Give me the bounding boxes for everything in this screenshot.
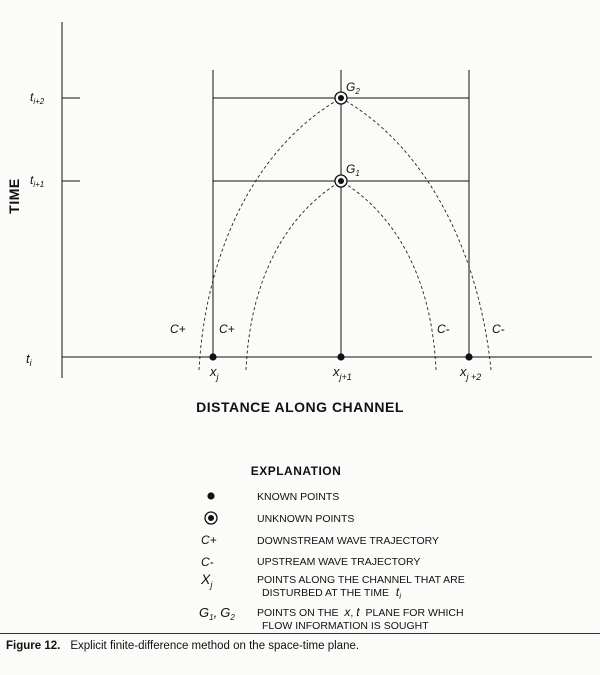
legend-known-point-symbol — [207, 492, 214, 499]
known-point-x-j2 — [465, 353, 472, 360]
legend-xj-symbol: $X_j$ — [201, 571, 213, 590]
explanation-title: EXPLANATION — [250, 464, 342, 478]
legend-known-text: KNOWN POINTS — [257, 491, 340, 503]
label-c-minus-outer: C- — [492, 322, 505, 336]
legend-unknown-point-symbol — [205, 512, 217, 524]
label-x-j2: $x_{j +2}$ — [460, 364, 482, 382]
label-x-j: $x_j$ — [210, 364, 219, 382]
legend-c-plus-symbol: C+ — [201, 533, 217, 547]
legend-g-text-line1: POINTS ON THE x, t PLANE FOR WHICH — [257, 605, 464, 619]
label-c-minus-inner: C- — [437, 322, 450, 336]
label-t-i1: $t_{i+1}$ — [30, 173, 45, 189]
legend-g-symbol: $G_1$, $G_2$ — [199, 605, 235, 622]
label-g2: $G_2$ — [346, 80, 360, 96]
legend-unknown-text: UNKNOWN POINTS — [257, 513, 355, 525]
caption-rule — [0, 633, 600, 634]
curve-c-plus-inner — [246, 181, 341, 370]
known-point-x-j — [209, 353, 216, 360]
y-axis-title: TIME — [6, 178, 22, 214]
label-c-plus-outer: C+ — [170, 322, 186, 336]
figure-number: Figure 12. — [6, 640, 61, 652]
curve-c-minus-inner — [341, 181, 436, 370]
legend-g-text-line2: FLOW INFORMATION IS SOUGHT — [262, 620, 429, 632]
label-c-plus-inner: C+ — [219, 322, 235, 336]
x-axis-title: DISTANCE ALONG CHANNEL — [196, 399, 404, 415]
legend-c-minus-text: UPSTREAM WAVE TRAJECTORY — [257, 556, 421, 568]
legend-xj-text-line2: DISTURBED AT THE TIME $t_i$ — [262, 585, 402, 601]
label-t-i2: $t_{i+2}$ — [30, 90, 45, 106]
legend-xj-text-line1: POINTS ALONG THE CHANNEL THAT ARE — [257, 574, 465, 586]
label-x-j1: $x_{j+1}$ — [333, 364, 352, 382]
figure-caption-text: Explicit finite-difference method on the space-time plane. — [70, 640, 360, 652]
label-t-i: $t_i$ — [26, 351, 32, 368]
figure-caption — [6, 640, 594, 652]
legend-c-plus-text: DOWNSTREAM WAVE TRAJECTORY — [257, 535, 440, 547]
legend-c-minus-symbol: C- — [201, 555, 214, 569]
unknown-point-g1 — [335, 175, 347, 187]
label-g1: $G_1$ — [346, 162, 360, 178]
known-point-x-j1 — [337, 353, 344, 360]
